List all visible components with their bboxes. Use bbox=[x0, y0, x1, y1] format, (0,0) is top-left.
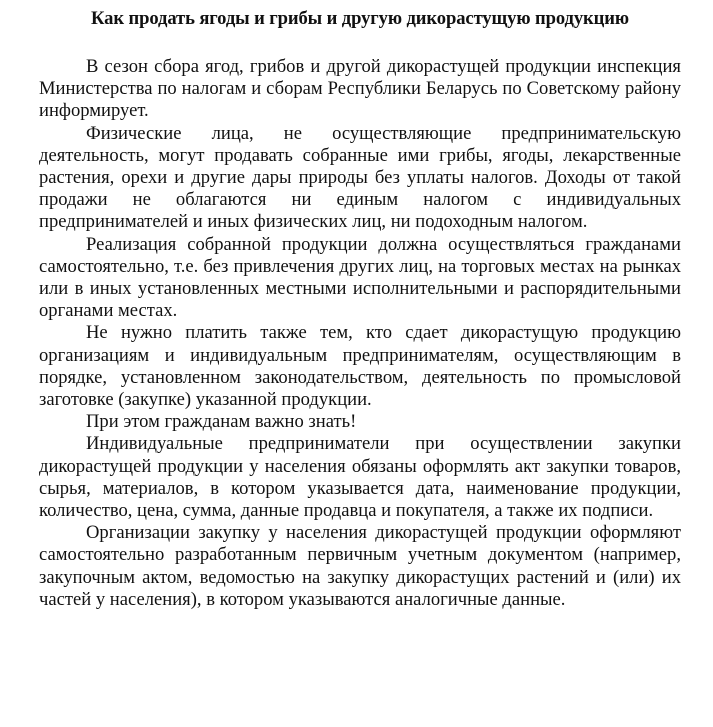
paragraph-intro: В сезон сбора ягод, грибов и другой дикорастущей продукции инспекция Министерства по налогам и сборам Республики Беларусь по Советскому району информирует. bbox=[39, 56, 681, 122]
paragraph-individuals: Физические лица, не осуществляющие предпринимательскую деятельность, могут продавать собранные ими грибы, ягоды, лекарственные растения, орехи и другие дары природы без уплаты налогов. Доходы от такой продажи не облагаются ни единым налогом с индивидуальных предпринимателей и иных физических лиц, ни подоходным налогом. bbox=[39, 122, 681, 233]
paragraph-important: При этом гражданам важно знать! bbox=[86, 411, 357, 433]
document-title: Как продать ягоды и грибы и другую дикорастущую продукцию bbox=[91, 8, 629, 29]
document-page bbox=[39, 8, 681, 611]
paragraph-organizations: Организации закупку у населения дикорастущей продукции оформляют самостоятельно разработанным первичным учетным документом (например, закупочным актом, ведомостью на закупку дикорастущих растений и (или) их частей у населения), в котором указываются аналогичные данные. bbox=[39, 522, 681, 610]
paragraph-procurement: Не нужно платить также тем, кто сдает дикорастущую продукцию организациям и индивидуальным предпринимателям, осуществляющим в порядке, установленном законодательством, деятельность по промысловой заготовке (закупке) указанной продукции. bbox=[39, 322, 681, 411]
paragraph-sale-places: Реализация собранной продукции должна осуществляться гражданами самостоятельно, т.е. без привлечения других лиц, на торговых местах на рынках или в иных установленных местными исполнительными и распорядительными органами местах. bbox=[39, 233, 681, 322]
paragraph-entrepreneurs: Индивидуальные предприниматели при осуществлении закупки дикорастущей продукции у населения обязаны оформлять акт закупки товаров, сырья, материалов, в котором указывается дата, наименование продукции, количество, цена, сумма, данные продавца и покупателя, а также их подписи. bbox=[39, 433, 681, 522]
